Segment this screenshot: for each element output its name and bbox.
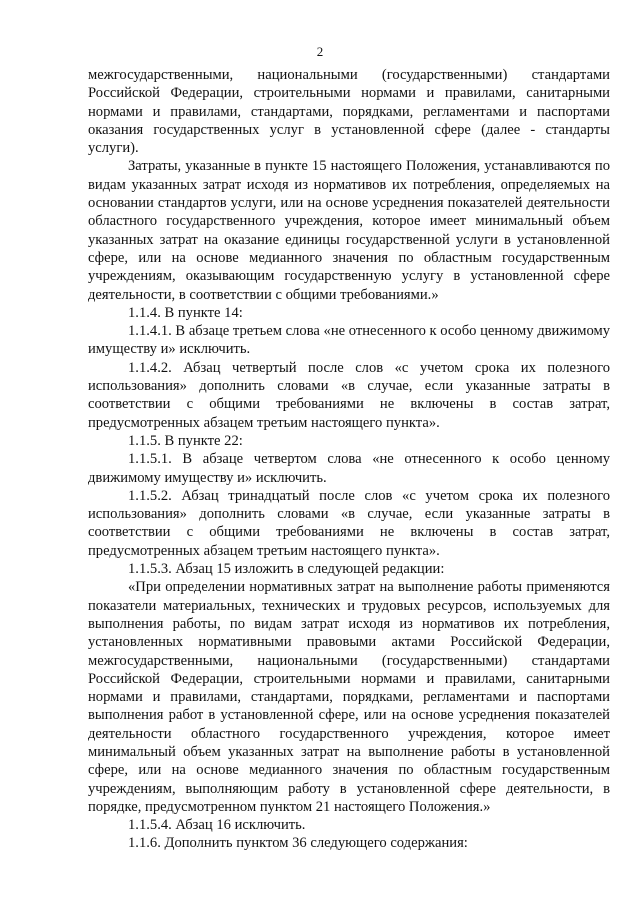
paragraph-1-1-5-1: 1.1.5.1. В абзаце четвертом слова «не отнесенного к особо ценному движимому имуществу и» исключить. [88, 451, 610, 486]
paragraph-1-1-5: 1.1.5. В пункте 22: [128, 432, 243, 449]
paragraph-1-1-5-4: 1.1.5.4. Абзац 16 исключить. [128, 817, 306, 834]
paragraph-1-1-4: 1.1.4. В пункте 14: [128, 304, 243, 321]
paragraph-continuation: межгосударственными, национальными (государственными) стандартами Российской Федерации, строительными нормами и правилами, санитарными нормами и правилами, стандартами, порядками, регламентами и паспортами оказания государственных услуг в установленной сфере (далее - стандарты услуги). [88, 67, 610, 157]
paragraph-1-1-4-2: 1.1.4.2. Абзац четвертый после слов «с учетом срока их полезного использования» дополнить словами «в случае, если указанные затраты в соответствии с общими требованиями не включены в состав затрат, предусмотренных абзацем третьим настоящего пункта». [88, 359, 610, 431]
paragraph-costs: Затраты, указанные в пункте 15 настоящего Положения, устанавливаются по видам указанных затрат исходя из нормативов их потребления, определяемых на основании стандартов услуги, или на основе усреднения показателей деятельности областного государственного учреждения, которое имеет минимальный объем указанных затрат на оказание единицы государственной услуги в установленной сфере, или на основе медианного значения по областным государственным учреждениям, оказывающим государственную услугу в установленной сфере деятельности, в соответствии с общими требованиями.» [88, 158, 610, 303]
paragraph-quoted-amendment: «При определении нормативных затрат на выполнение работы применяются показатели материальных, технических и трудовых ресурсов, используемых для выполнения работы, по видам затрат исходя из нормативов их потребления, установленных нормативными правовыми актами Российской Федерации, межгосударственными, национальными (государственными) стандартами Российской Федерации, строительными нормами и правилами, санитарными нормами и правилами, стандартами, порядками, регламентами и паспортами выполнения работ в установленной сфере, или на основе усреднения показателей деятельности областного государственного учреждения, которое имеет минимальный объем указанных затрат на выполнение работы в установленной сфере, или на основе медианного значения по областным государственным учреждениям, выполняющим работу в установленной сфере деятельности, в порядке, предусмотренном пунктом 21 настоящего Положения.» [88, 579, 610, 815]
document-body [88, 66, 610, 853]
paragraph-1-1-5-2: 1.1.5.2. Абзац тринадцатый после слов «с учетом срока их полезного использования» дополнить словами «в случае, если указанные затраты в соответствии с общими требованиями не включены в состав затрат, предусмотренных абзацем третьим настоящего пункта». [88, 487, 610, 559]
page-number: 2 [316, 44, 324, 59]
paragraph-1-1-5-3: 1.1.5.3. Абзац 15 изложить в следующей редакции: [128, 561, 445, 578]
paragraph-1-1-6: 1.1.6. Дополнить пунктом 36 следующего содержания: [128, 835, 468, 852]
paragraph-1-1-4-1: 1.1.4.1. В абзаце третьем слова «не отнесенного к особо ценному движимому имуществу и» исключить. [88, 323, 610, 358]
